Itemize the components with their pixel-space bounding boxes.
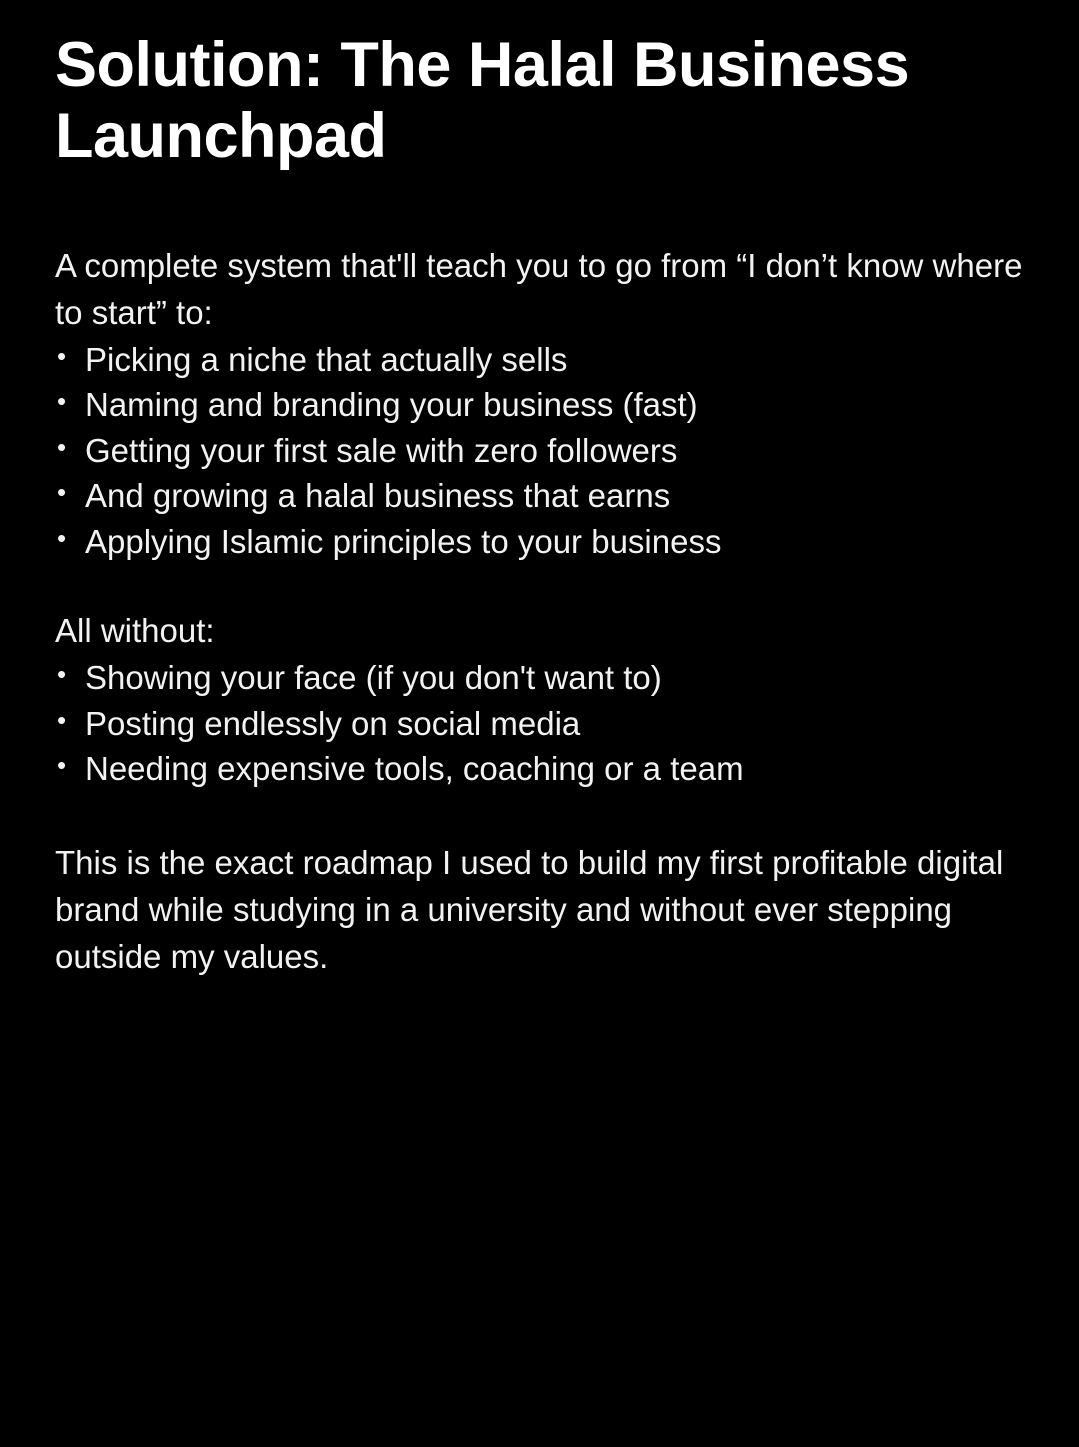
list-item: • Applying Islamic principles to your business bbox=[55, 519, 1024, 565]
list-item: • And growing a halal business that earns bbox=[55, 473, 1024, 519]
list-item: • Getting your first sale with zero followers bbox=[55, 428, 1024, 474]
list-item: • Picking a niche that actually sells bbox=[55, 337, 1024, 383]
page-title: Solution: The Halal Business Launchpad bbox=[55, 30, 910, 171]
intro-paragraph: A complete system that'll teach you to go from “I don’t know where to start” to: bbox=[55, 247, 1023, 331]
benefits-list bbox=[55, 337, 1024, 565]
exclusions-list bbox=[55, 655, 1024, 792]
list-item: • Posting endlessly on social media bbox=[55, 701, 1024, 747]
list-item: • Needing expensive tools, coaching or a team bbox=[55, 746, 1024, 792]
closing-paragraph: This is the exact roadmap I used to build my first profitable digital brand while studying in a university and without ever stepping outside my values. bbox=[55, 843, 1004, 975]
list-item: • Naming and branding your business (fast) bbox=[55, 382, 1024, 428]
exclusions-subheading: All without: bbox=[55, 612, 215, 650]
list-item: • Showing your face (if you don't want to) bbox=[55, 655, 1024, 701]
